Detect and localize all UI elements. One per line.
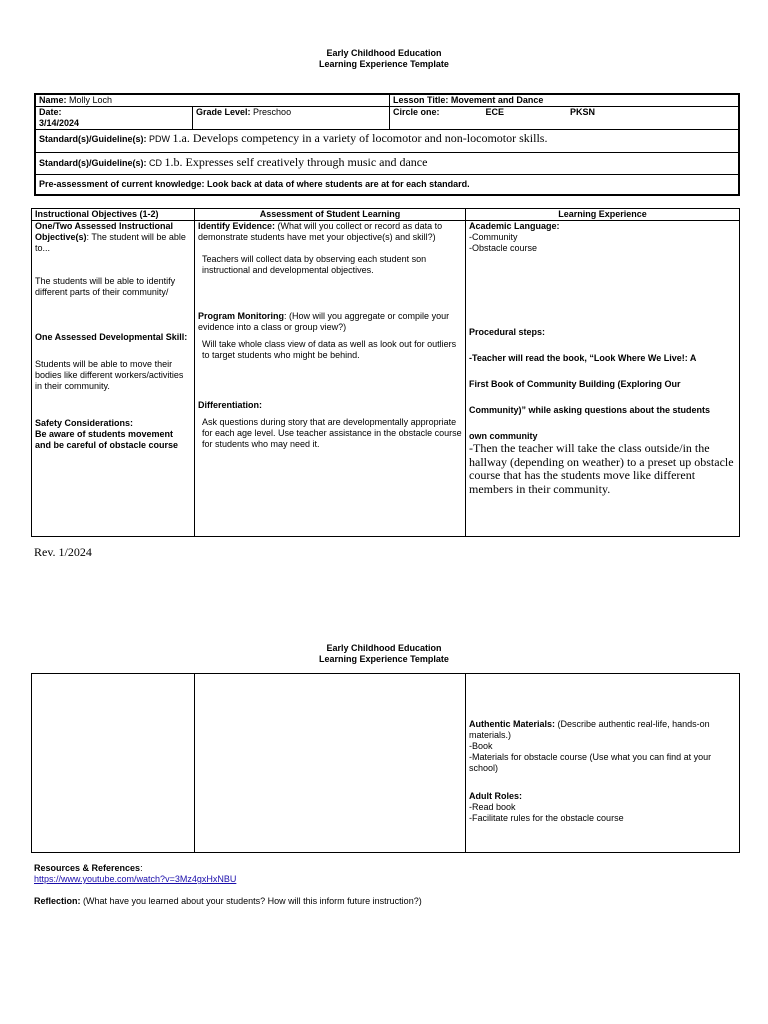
assessment-cell — [195, 221, 466, 537]
standard-2-cell — [35, 153, 739, 175]
safety-label: Safety Considerations: — [35, 418, 134, 428]
objective-prompt: : The student will be able to... — [35, 232, 186, 253]
reflection-prompt: (What have you learned about your students? How will this inform future instruction?) — [83, 896, 422, 906]
resources-colon: : — [140, 863, 143, 873]
col-header-assessment: Assessment of Student Learning — [195, 209, 466, 221]
preassessment-cell: Pre-assessment of current knowledge: Look back at data of where students are at for each standard. — [35, 175, 739, 195]
procedural-step-line: First Book of Community Building (Exploring Our — [469, 379, 681, 389]
circle-one-cell — [390, 107, 740, 130]
academic-language-item: -Community — [469, 232, 518, 242]
resources-link[interactable]: https://www.youtube.com/watch?v=3Mz4gxHxNBU — [34, 874, 237, 884]
circle-option-ece: ECE — [485, 107, 505, 117]
page1-header-line2: Learning Experience Template — [319, 59, 449, 69]
name-value: Molly Loch — [69, 95, 113, 105]
evidence-prompt: (What will you collect or record as data to demonstrate students have met your objective(s) and skill?) — [198, 221, 443, 242]
materials-label: Authentic Materials: — [469, 719, 556, 729]
monitoring-value: Will take whole class view of data as well as look out for outliers to target students who might be behind. — [202, 339, 457, 360]
standard-1-text: 1.a. Develops competency in a variety of locomotor and non-locomotor skills. — [172, 131, 548, 145]
standard-1-label: Standard(s)/Guideline(s): — [39, 134, 147, 144]
materials-intro — [469, 719, 736, 741]
evidence-intro — [198, 221, 462, 243]
resources-heading — [34, 863, 143, 874]
objective-label: One/Two Assessed Instructional Objective(s) — [35, 221, 174, 242]
lesson-grid-table — [31, 208, 740, 537]
adult-roles-item: -Read book — [469, 802, 516, 812]
developmental-skill-value: Students will be able to move their bodies like different workers/activities in their community. — [35, 359, 184, 391]
developmental-skill-label: One Assessed Developmental Skill: — [35, 332, 188, 342]
reflection-label: Reflection: — [34, 896, 81, 906]
lesson-info-table — [34, 93, 740, 196]
learning-experience-cell — [466, 221, 740, 537]
objectives-cell-continued — [32, 674, 195, 853]
differentiation-value: Ask questions during story that are developmentally appropriate for each age level. Use teacher assistance in the obstacle course for students who may need it. — [202, 417, 462, 449]
lesson-title-label: Lesson Title: — [393, 95, 449, 105]
materials-item: -Materials for obstacle course (Use what you can find at your school) — [469, 752, 712, 773]
academic-language-label: Academic Language: — [469, 221, 560, 231]
procedural-steps-label: Procedural steps: — [469, 327, 546, 337]
grade-level-value: Preschoo — [253, 107, 292, 117]
resources-label: Resources & References — [34, 863, 141, 873]
date-cell — [35, 107, 193, 130]
learning-experience-cell-continued — [466, 674, 740, 853]
grade-level-label: Grade Level: — [196, 107, 251, 117]
grade-level-cell — [193, 107, 390, 130]
col-header-objectives: Instructional Objectives (1-2) — [32, 209, 195, 221]
standard-2-code: CD — [149, 158, 163, 168]
monitoring-intro — [198, 311, 462, 333]
adult-roles-label: Adult Roles: — [469, 791, 522, 801]
standard-1-code: PDW — [149, 134, 171, 144]
page1-header-line1: Early Childhood Education — [326, 48, 442, 58]
academic-language-item: -Obstacle course — [469, 243, 538, 253]
reflection-row — [34, 896, 422, 907]
standard-1-cell — [35, 130, 739, 153]
procedural-step-2: -Then the teacher will take the class outside/in the hallway (depending on weather) to a preset up obstacle course that has the students move like different members in their community. — [469, 441, 734, 496]
procedural-step-line: -Teacher will read the book, “Look Where We Live!: A — [469, 353, 697, 363]
procedural-step-line: Community)” while asking questions about the students — [469, 405, 711, 415]
differentiation-label: Differentiation: — [198, 400, 262, 410]
evidence-value: Teachers will collect data by observing each student son instructional and developmental objectives. — [202, 254, 427, 275]
standard-2-label: Standard(s)/Guideline(s): — [39, 158, 147, 168]
name-cell — [35, 94, 390, 107]
monitoring-prompt: : (How will you aggregate or compile your evidence into a class or group view?) — [198, 311, 450, 332]
procedural-step-line: own community — [469, 431, 538, 441]
circle-one-label: Circle one: — [393, 107, 440, 117]
circle-option-pksn: PKSN — [570, 107, 596, 117]
page2-header-line2: Learning Experience Template — [319, 654, 449, 664]
col-header-learning-experience: Learning Experience — [466, 209, 740, 221]
materials-prompt: (Describe authentic real-life, hands-on materials.) — [469, 719, 710, 740]
page2-header-line1: Early Childhood Education — [326, 643, 442, 653]
assessment-cell-continued — [195, 674, 466, 853]
objective-intro — [35, 221, 191, 254]
name-label: Name: — [39, 95, 67, 105]
monitoring-label: Program Monitoring — [198, 311, 284, 321]
lesson-title-cell — [390, 94, 740, 107]
lesson-grid-continued-table — [31, 673, 740, 853]
lesson-title-value: Movement and Dance — [450, 95, 544, 105]
resources-link-wrap — [34, 874, 236, 885]
date-label: Date: — [39, 107, 62, 117]
safety-value: Be aware of students movement and be careful of obstacle course — [35, 429, 179, 450]
materials-item: -Book — [469, 741, 493, 751]
standard-2-text: 1.b. Expresses self creatively through music and dance — [164, 155, 428, 169]
revision-note: Rev. 1/2024 — [34, 545, 92, 559]
objectives-cell — [32, 221, 195, 537]
date-value: 3/14/2024 — [39, 118, 80, 128]
adult-roles-item: -Facilitate rules for the obstacle course — [469, 813, 624, 823]
objective-value: The students will be able to identify different parts of their community/ — [35, 276, 176, 297]
evidence-label: Identify Evidence: — [198, 221, 276, 231]
